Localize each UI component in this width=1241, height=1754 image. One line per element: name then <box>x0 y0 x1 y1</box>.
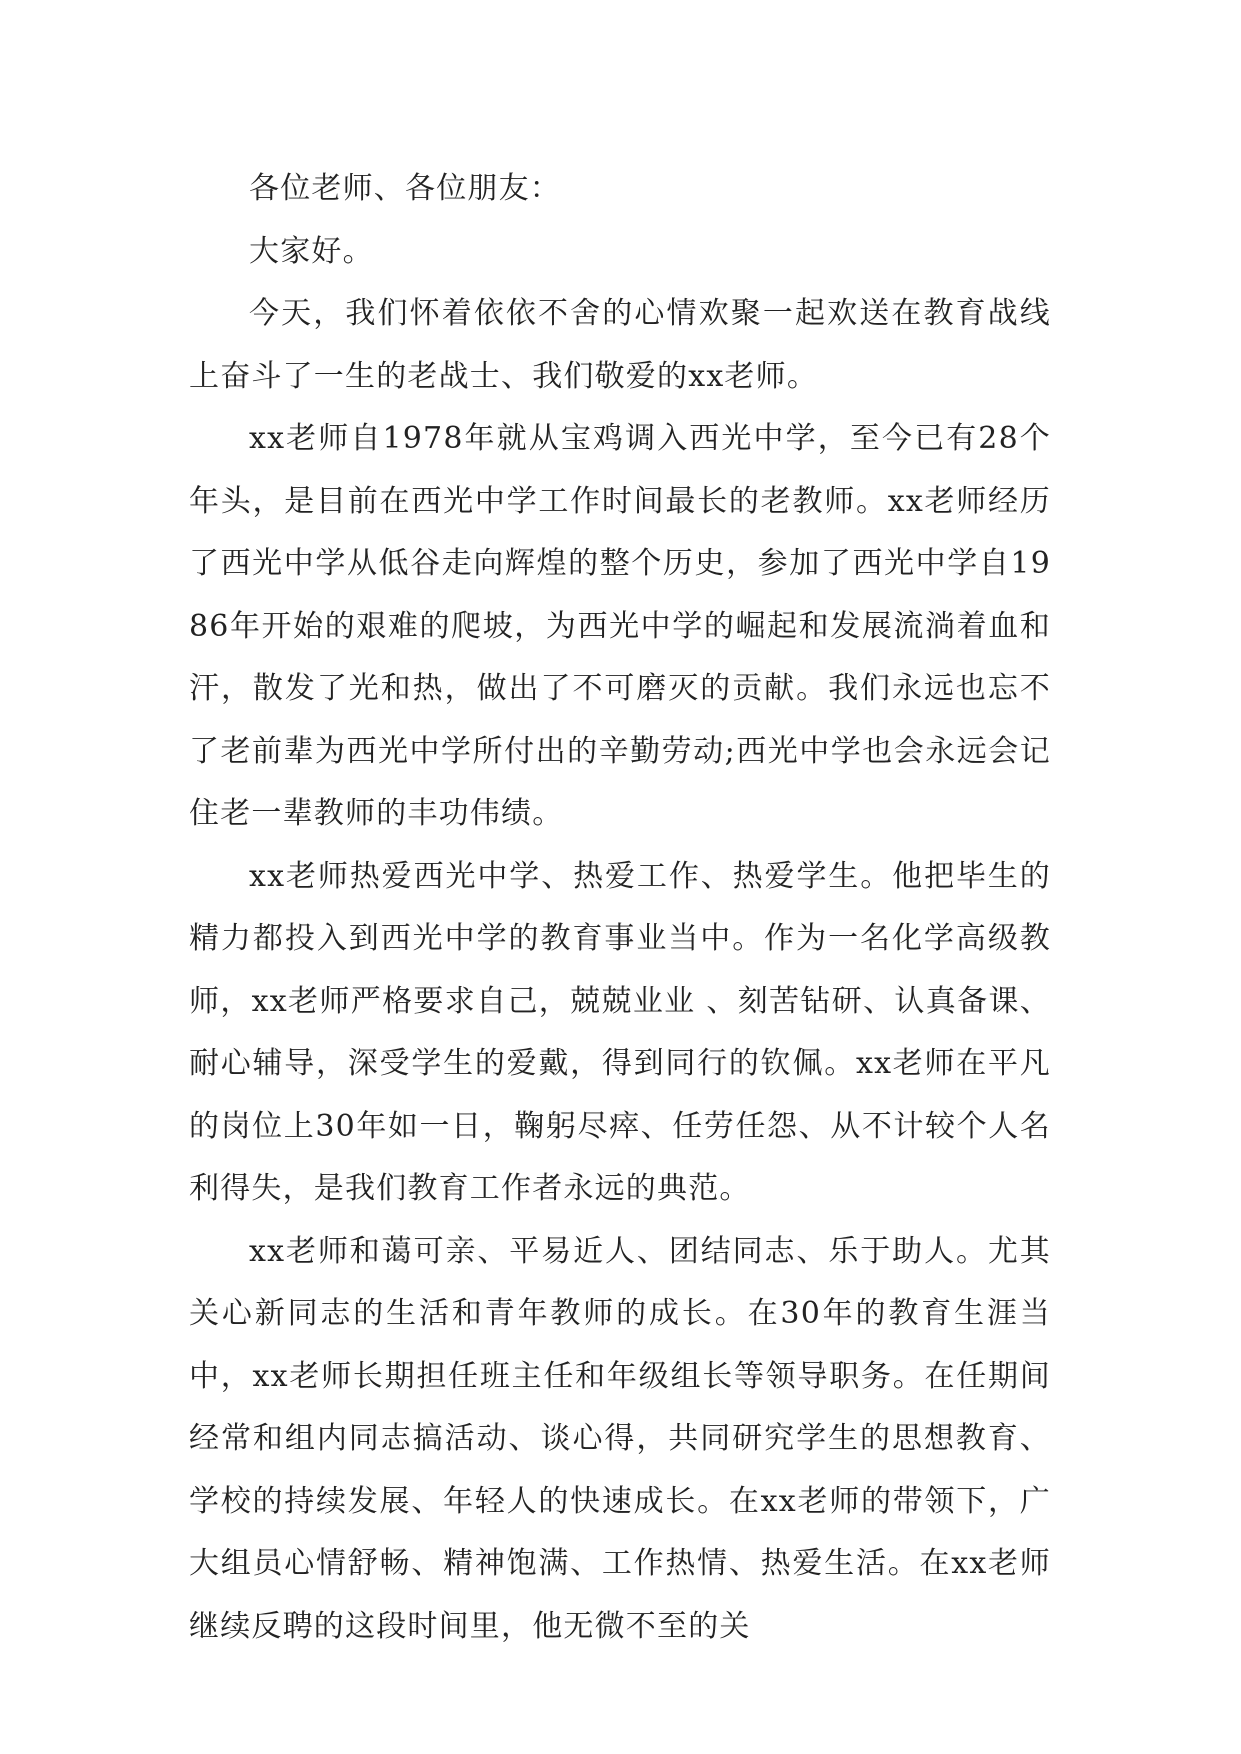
paragraph-character: xx老师和蔼可亲、平易近人、团结同志、乐于助人。尤其关心新同志的生活和青年教师的成长。在30年的教育生涯当中，xx老师长期担任班主任和年级组长等领导职务。在任期间经常和组内同志搞活动、谈心得，共同研究学生的思想教育、学校的持续发展、年轻人的快速成长。在xx老师的带领下，广大组员心情舒畅、精神饱满、工作热情、热爱生活。在xx老师继续反聘的这段时间里，他无微不至的关 <box>189 1233 1051 1644</box>
salutation: 各位老师、各位朋友： <box>249 171 561 206</box>
paragraph-dedication: xx老师热爱西光中学、热爱工作、热爱学生。他把毕生的精力都投入到西光中学的教育事业当中。作为一名化学高级教师，xx老师严格要求自己，兢兢业业 、刻苦钻研、认真备课、耐心辅导，深受学生的爱戴，得到同行的钦佩。xx老师在平凡的岗位上30年如一日，鞠躬尽瘁、任劳任怨、从不计较个人名利得失，是我们教育工作者永远的典范。 <box>189 858 1051 1206</box>
paragraph-intro: 今天，我们怀着依依不舍的心情欢聚一起欢送在教育战线上奋斗了一生的老战士、我们敬爱的xx老师。 <box>189 296 1051 394</box>
document-body <box>189 158 1051 1658</box>
greeting: 大家好。 <box>249 233 374 269</box>
paragraph-history: xx老师自1978年就从宝鸡调入西光中学，至今已有28个年头，是目前在西光中学工作时间最长的老教师。xx老师经历了西光中学从低谷走向辉煌的整个历史，参加了西光中学自1986年开始的艰难的爬坡，为西光中学的崛起和发展流淌着血和汗，散发了光和热，做出了不可磨灭的贡献。我们永远也忘不了老前辈为西光中学所付出的辛勤劳动;西光中学也会永远会记住老一辈教师的丰功伟绩。 <box>189 421 1051 831</box>
